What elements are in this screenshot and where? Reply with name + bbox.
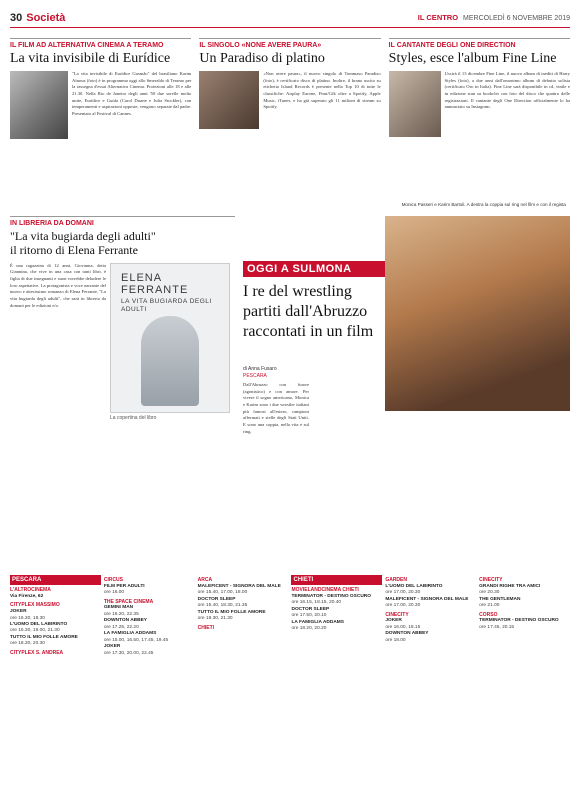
masthead xyxy=(418,13,570,22)
film-times: ore 19.30, 21.30 xyxy=(197,616,233,622)
cinema-name: CITYPLEX MASSIMO xyxy=(10,602,60,609)
film-times: ore 16.20, 22.35 xyxy=(103,611,139,617)
cover-caption: La copertina del libro xyxy=(110,414,157,421)
film-title: DOCTOR SLEEP xyxy=(197,596,236,602)
book-cover xyxy=(110,263,230,413)
cinema-name: CINECITY xyxy=(385,611,409,618)
story-top-2 xyxy=(199,38,380,213)
story-text: È una ragazzina di 12 anni, Giovanna, detta Giannina, che vive in una casa con tanti libri, è figlia di due insegnanti e suon vorrebbe deludere le loro aspettative. La protagonista e voce narrante del nuovo e attesissimo romanzo di Elena Ferrante, "La vita bugiarda degli adulti", che sarà in libreria da domani per le edizioni e/o. xyxy=(10,262,106,308)
film-times: ore 16.00, 18.15 xyxy=(385,624,421,630)
story-kicker: IL SINGOLO «NONE AVERE PAURA» xyxy=(199,38,380,49)
film-title: DOCTOR SLEEP xyxy=(291,606,330,612)
main-story xyxy=(243,202,570,568)
dateline: PESCARA xyxy=(243,373,267,379)
film-title: DOWNTON ABBEY xyxy=(103,618,147,624)
story-title-line1: "La vita bugiarda degli adulti" xyxy=(10,229,156,243)
cover-author: ELENA FERRANTE xyxy=(121,271,189,296)
film-title: L'UOMO DEL LABIRINTO xyxy=(385,583,443,589)
film-title: TERMINATOR - DESTINO OSCURO xyxy=(479,618,559,624)
story-text: Dall'Abruzzo con furore (agonistico) e con amore. Per vivere il sogno americano, Monica e Karim sono i due wrestler italiani più famosi all'estero, campioni affermati e stelle degli Stati Uniti. E sono una coppia, nella vita e sul ring. xyxy=(243,382,309,434)
byline: di Anna Fusaro xyxy=(243,366,277,372)
top-stories xyxy=(10,38,570,213)
film-title: TUTTO IL MIO FOLLE AMORE xyxy=(197,609,266,615)
film-title: JOKER xyxy=(385,618,402,624)
story-top-3 xyxy=(389,38,570,213)
film-title: LA FAMIGLIA ADDAMS xyxy=(291,619,344,625)
film-times: ore 17.25, 22.20 xyxy=(103,624,139,630)
film-times: ore 17.45, 20.15 xyxy=(479,624,515,630)
film-title: TUTTO IL MIO FOLLE AMORE xyxy=(10,634,78,640)
film-title: LA FAMIGLIA ADDAMS xyxy=(103,631,157,637)
story-text: "La vita invisibile di Eurídice Gusmão" del brasiliano Karim Aïnouz (foto) è in programma oggi allo Smeraldo di Teramo per la rassegna d'essai Alternativa Cinema. Proiezioni alle 18 e alle 21.30. Nella Rio de Janeiro degli anni '50 due sorelle molto unite, Eurídice e Guida (Carol Duarte e Julia Stockler), con temperamenti e aspirazioni opposte, vengono separate dal padre. Presentato al Festival di Cannes. xyxy=(72,71,192,117)
film-times: ore 18.20, 20.20 xyxy=(291,626,327,632)
film-title: Via Firenze, 62 xyxy=(10,593,44,599)
cinema-name: CITYPLEX S. ANDREA xyxy=(10,649,64,656)
film-title: L'UOMO DEL LABIRINTO xyxy=(10,622,68,627)
film-title: JOKER xyxy=(103,644,121,650)
film-title: MALEFICENT - SIGNORA DEL MALE xyxy=(385,596,469,602)
film-title: GEMINI MAN xyxy=(103,605,134,611)
cinema-name: GARDEN xyxy=(385,577,407,583)
film-title: DOWNTON ABBEY xyxy=(385,631,429,637)
film-times: ore 18.00 xyxy=(385,637,406,643)
listing-column xyxy=(291,575,382,790)
headline-line1: I re del wrestling xyxy=(243,283,352,300)
headline-line3: raccontati in un film xyxy=(243,323,374,340)
film-times: ore 16.30, 18.30 xyxy=(10,615,45,621)
cinema-name: ARCA xyxy=(197,577,213,583)
cinema-name: L'ALTROCINEMA xyxy=(10,587,51,594)
film-times: ore 17.00, 20.30 xyxy=(385,603,421,609)
film-times: ore 18.30, 20.30 xyxy=(10,641,45,647)
cinema-listings xyxy=(10,575,570,790)
film-times: ore 21.00 xyxy=(479,603,500,609)
cinema-name: CIRCUS xyxy=(103,577,123,583)
headline-line2: partiti dall'Abruzzo xyxy=(243,303,368,320)
listing-column xyxy=(198,575,289,790)
story-banner: OGGI A SULMONA xyxy=(243,261,385,277)
story-top-1 xyxy=(10,38,191,213)
film-times: ore 17.30, 20.00, 22.45 xyxy=(103,650,154,656)
book-story xyxy=(10,216,235,568)
cover-title: LA VITA BUGIARDA DEGLI ADULTI xyxy=(121,297,212,314)
cinema-name: CINECITY xyxy=(479,577,503,583)
story-kicker: IN LIBRERIA DA DOMANI xyxy=(10,220,94,227)
story-title-line2: il ritorno di Elena Ferrante xyxy=(10,242,138,257)
story-title: La vita invisibile di Eurídice xyxy=(10,51,171,66)
story-title: Un Paradiso di platino xyxy=(199,51,325,66)
story-photo xyxy=(10,71,68,139)
section-name: Società xyxy=(26,11,66,24)
film-times: ore 16.00 xyxy=(103,590,125,596)
listing-column xyxy=(10,575,101,790)
film-times: ore 20.30 xyxy=(479,590,500,596)
film-times: ore 17.50, 20.10 xyxy=(291,613,327,619)
story-title: Styles, esce l'album Fine Line xyxy=(388,51,557,66)
photo-caption: Monica Passeri e Karim Bartoli. A destra la coppia sul ring nel film e con il regista xyxy=(401,202,566,207)
film-title: GRANDI RIGHE TRA AMICI xyxy=(479,583,541,589)
story-kicker: IL FILM AD ALTERNATIVA CINEMA A TERAMO xyxy=(10,38,191,49)
film-times: ore 15.40, 17.00, 18.00 xyxy=(197,590,248,596)
listing-column xyxy=(385,575,476,790)
cinema-name: THE SPACE CINEMA xyxy=(103,598,154,605)
story-photo xyxy=(199,71,259,129)
page-header xyxy=(10,8,570,28)
film-times: ore 15.40, 18.30, 21.35 xyxy=(197,603,248,609)
city-heading: CHIETI xyxy=(291,575,382,585)
film-title: MALEFICENT - SIGNORA DEL MALE xyxy=(197,583,281,589)
story-text: «Non avere paura», il nuovo singolo di Tommaso Paradiso (foto), è certificato disco di platino. Inoltre, il brano uscito su etichetta Island Records è presente nella Top 10 di tutte le classifiche: Airplay Earone, Fimi/Gfk oltre a Spotify, Apple Music, iTunes, e ha già superato gli 11 milioni di stream su Spotify. xyxy=(263,71,381,110)
story-photo xyxy=(389,71,441,137)
film-times: ore 16.15, 18.15, 20.40 xyxy=(291,600,342,606)
newspaper-name: IL CENTRO xyxy=(417,13,459,22)
film-title: TERMINATOR - DESTINO OSCURO xyxy=(291,593,371,599)
film-title: FILM PER ADULTI xyxy=(103,583,145,589)
film-title: THE GENTLEMAN xyxy=(479,596,521,602)
cinema-name: CHIETI xyxy=(197,624,215,631)
wrestlers-photo xyxy=(385,202,570,411)
story-text: Uscirà il 13 dicembre Fine Line, il nuovo album di inediti di Harry Styles (foto), a due anni dall'omonimo album di debutto solista (certificato Oro in Italia). Fine Line sarà disponibile in cd, vinile e in edizione stan su bookclet con foto del disco che quattro delle registrazioni. Il cantante degli One Direction ufficialmente lo ha annunciato su Instagram. xyxy=(444,71,570,110)
film-times: ore 15.00, 16.50, 17.45, 19.45 xyxy=(103,637,169,643)
listing-column xyxy=(104,575,195,790)
film-times: ore 17.00, 20.30 xyxy=(385,590,421,596)
film-title: JOKER xyxy=(10,609,27,615)
cover-figure xyxy=(141,316,199,406)
listing-column xyxy=(479,575,570,790)
cinema-name: CORSO xyxy=(479,611,498,618)
page-number: 30 xyxy=(10,11,23,24)
film-times: ore 16.30, 19.00, 21.30 xyxy=(10,628,60,634)
story-kicker: IL CANTANTE DEGLI ONE DIRECTION xyxy=(389,38,570,49)
issue-date: MERCOLEDÌ 6 NOVEMBRE 2019 xyxy=(463,15,570,22)
city-heading: PESCARA xyxy=(10,575,101,585)
cinema-name: MOVIELANDCINEMA CHIETI xyxy=(291,587,359,594)
